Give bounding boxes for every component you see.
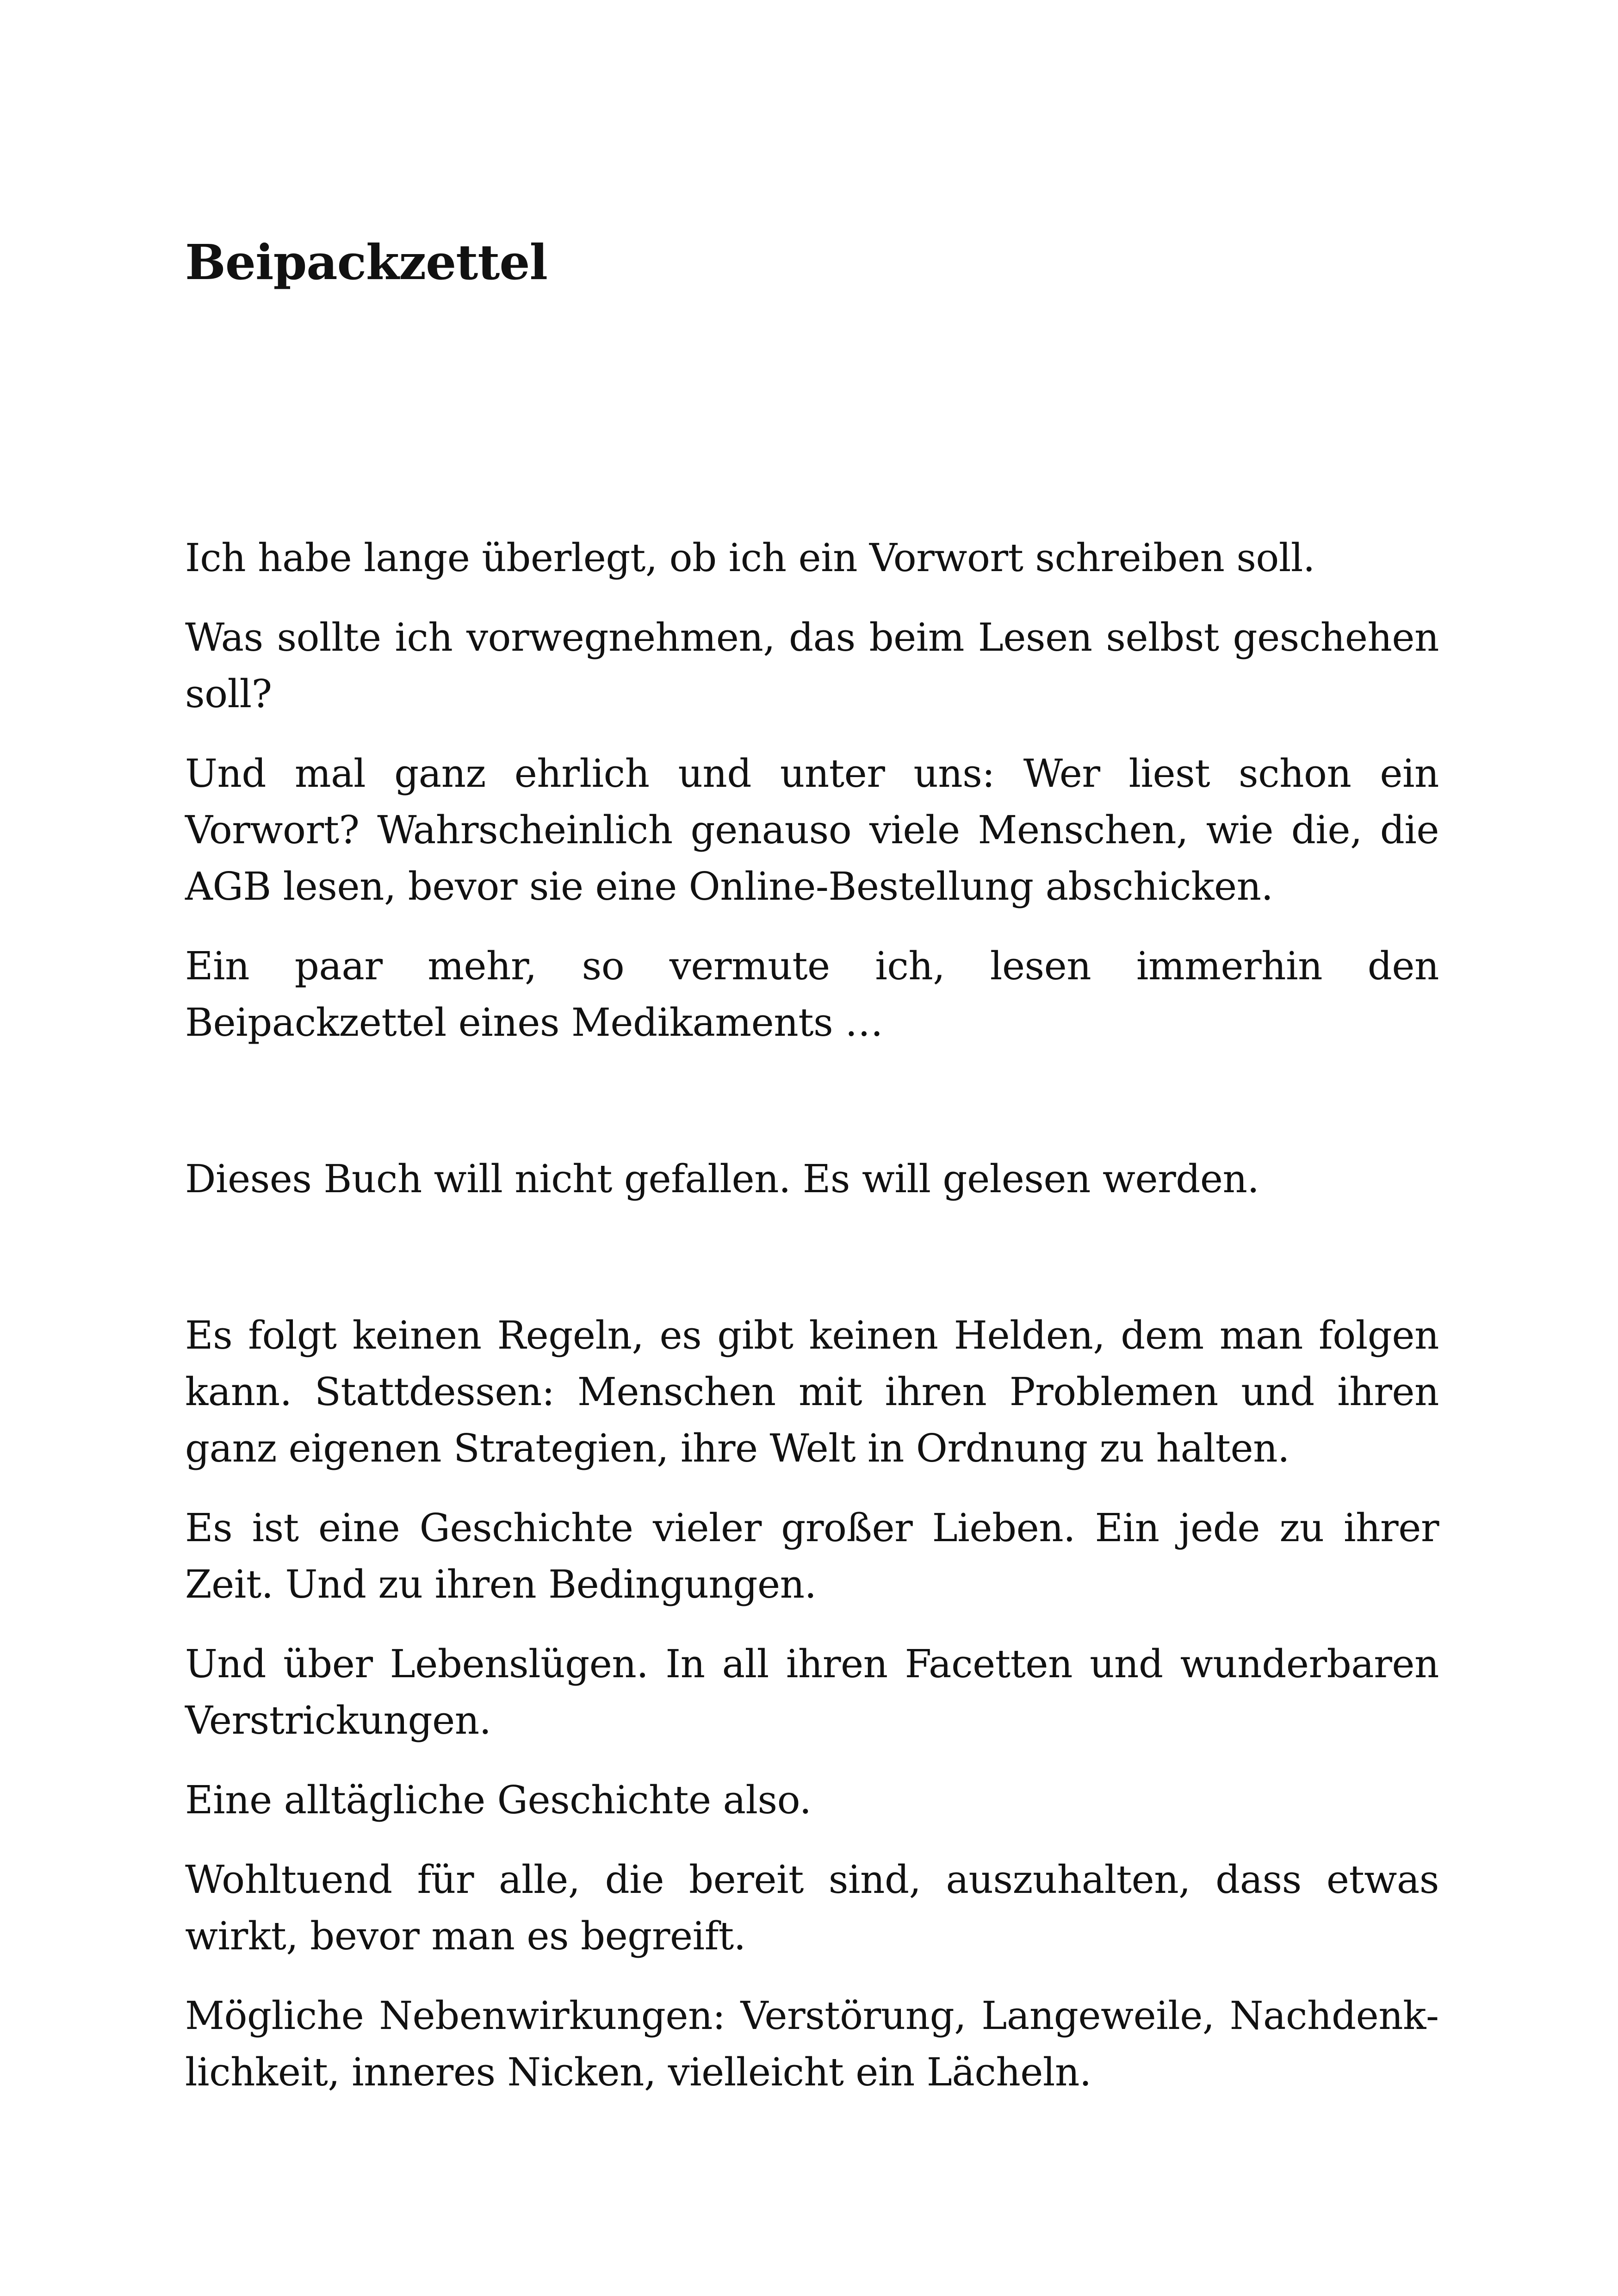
paragraph-1: Ich habe lange überlegt, ob ich ein Vorwort schreiben soll. <box>185 535 1315 580</box>
page-body <box>185 530 1439 2124</box>
paragraph-11: Mögliche Nebenwirkungen: Verstörung, Langeweile, Nachdenklichkeit, inneres Nicken, vielleicht ein Lächeln. <box>185 1993 1439 2095</box>
paragraph-10: Wohltuend für alle, die bereit sind, auszuhalten, dass etwas wirkt, bevor man es begreift. <box>185 1857 1439 1959</box>
paragraph-5: Dieses Buch will nicht gefallen. Es will gelesen werden. <box>185 1157 1259 1201</box>
page-title: Beipackzettel <box>185 234 548 291</box>
paragraph-4: Ein paar mehr, so vermute ich, lesen immerhin den Beipackzettel eines Medikaments … <box>185 944 1439 1045</box>
paragraph-2: Was sollte ich vorwegnehmen, das beim Lesen selbst geschehen soll? <box>185 615 1439 716</box>
paragraph-8: Und über Lebenslügen. In all ihren Facetten und wunderbaren Verstrickungen. <box>185 1642 1439 1743</box>
paragraph-6: Es folgt keinen Regeln, es gibt keinen Helden, dem man folgen kann. Stattdessen: Menschen mit ihren Problemen und ihren ganz eigenen Strategien, ihre Welt in Ordnung zu halten. <box>185 1313 1439 1471</box>
paragraph-7: Es ist eine Geschichte vieler großer Lieben. Ein jede zu ihrer Zeit. Und zu ihren Bedingungen. <box>185 1506 1439 1607</box>
paragraph-3: Und mal ganz ehrlich und unter uns: Wer liest schon ein Vorwort? Wahrscheinlich genauso viele Menschen, wie die, die AGB lesen, bevor sie eine Online-Bestellung abschicken. <box>185 751 1439 909</box>
paragraph-9: Eine alltägliche Geschichte also. <box>185 1778 812 1823</box>
